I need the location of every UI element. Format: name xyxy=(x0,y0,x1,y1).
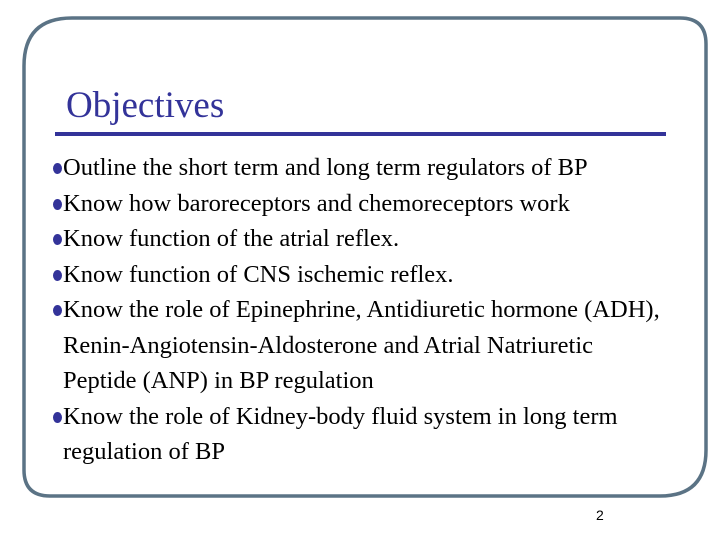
list-item xyxy=(56,221,666,257)
bullet-dot-icon xyxy=(53,234,62,245)
list-item xyxy=(56,186,666,222)
list-item-text: Outline the short term and long term regulators of BP xyxy=(63,154,588,181)
list-item xyxy=(56,292,666,399)
slide-title: Objectives xyxy=(66,85,225,126)
list-item xyxy=(56,257,666,293)
bullet-dot-icon xyxy=(53,412,62,423)
list-item xyxy=(56,150,666,186)
bullet-dot-icon xyxy=(53,305,62,316)
list-item-text: Know the role of Epinephrine, Antidiuretic hormone (ADH), Renin-Angiotensin-Aldosterone and Atrial Natriuretic Peptide (ANP) in BP regulation xyxy=(63,296,660,394)
list-item-text: Know function of the atrial reflex. xyxy=(63,225,400,252)
objectives-list xyxy=(56,150,666,470)
title-underline xyxy=(55,132,666,136)
bullet-dot-icon xyxy=(53,199,62,210)
list-item xyxy=(56,399,666,470)
bullet-dot-icon xyxy=(53,270,62,281)
list-item-text: Know function of CNS ischemic reflex. xyxy=(63,260,454,288)
list-item-text: Know how baroreceptors and chemoreceptors work xyxy=(63,189,570,217)
page-number: 2 xyxy=(596,507,604,523)
list-item-text: Know the role of Kidney-body fluid system in long term regulation of BP xyxy=(63,402,618,465)
bullet-dot-icon xyxy=(53,163,62,174)
